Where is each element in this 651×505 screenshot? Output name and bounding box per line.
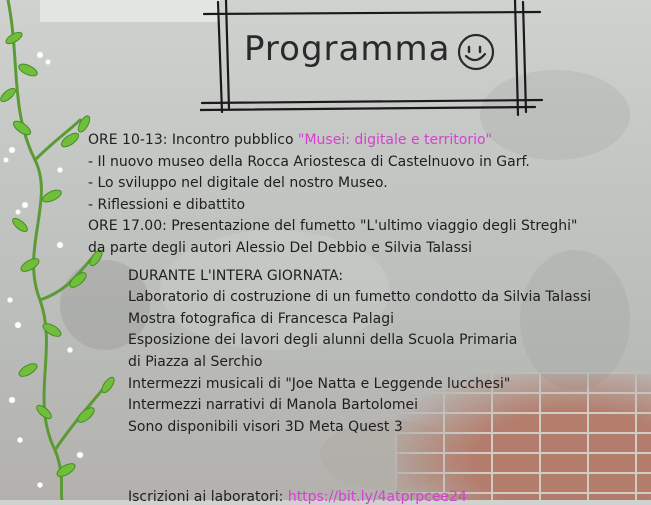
registration-label: Iscrizioni ai laboratori: xyxy=(128,489,288,505)
all-day-item: Laboratorio di costruzione di un fumetto condotto da Silvia Talassi xyxy=(128,289,592,306)
all-day-heading: DURANTE L'INTERA GIORNATA: xyxy=(128,267,344,284)
registration-line xyxy=(128,489,467,505)
morning-event-title: "Musei: digitale e territorio" xyxy=(298,132,492,148)
morning-time-label: ORE 10-13: Incontro pubblico xyxy=(88,132,299,148)
morning-session-line xyxy=(88,130,644,152)
afternoon-authors-line: da parte degli autori Alessio Del Debbio e Silvia Talassi xyxy=(88,239,472,256)
morning-item: - Riflessioni e dibattito xyxy=(88,196,246,213)
all-day-item: Intermezzi musicali di "Joe Natta e Leggende lucchesi" xyxy=(128,375,511,392)
all-day-item: Intermezzi narrativi di Manola Bartolomei xyxy=(128,397,419,414)
all-day-item: Mostra fotografica di Francesca Palagi xyxy=(128,310,394,327)
page-title: Programma xyxy=(244,29,451,69)
morning-item: - Lo sviluppo nel digitale del nostro Museo. xyxy=(88,175,388,192)
all-day-item: di Piazza al Serchio xyxy=(128,353,263,370)
smiley-icon xyxy=(456,32,496,72)
program-schedule xyxy=(88,130,644,438)
all-day-item: Esposizione dei lavori degli alunni della Scuola Primaria xyxy=(128,332,518,349)
registration-link[interactable]: https://bit.ly/4atprpcee24 xyxy=(287,489,467,505)
afternoon-session-line: ORE 17.00: Presentazione del fumetto "L'ultimo viaggio degli Streghi" xyxy=(88,218,578,235)
all-day-item: Sono disponibili visori 3D Meta Quest 3 xyxy=(128,418,403,435)
morning-item: - Il nuovo museo della Rocca Ariostesca di Castelnuovo in Garf. xyxy=(88,153,530,170)
